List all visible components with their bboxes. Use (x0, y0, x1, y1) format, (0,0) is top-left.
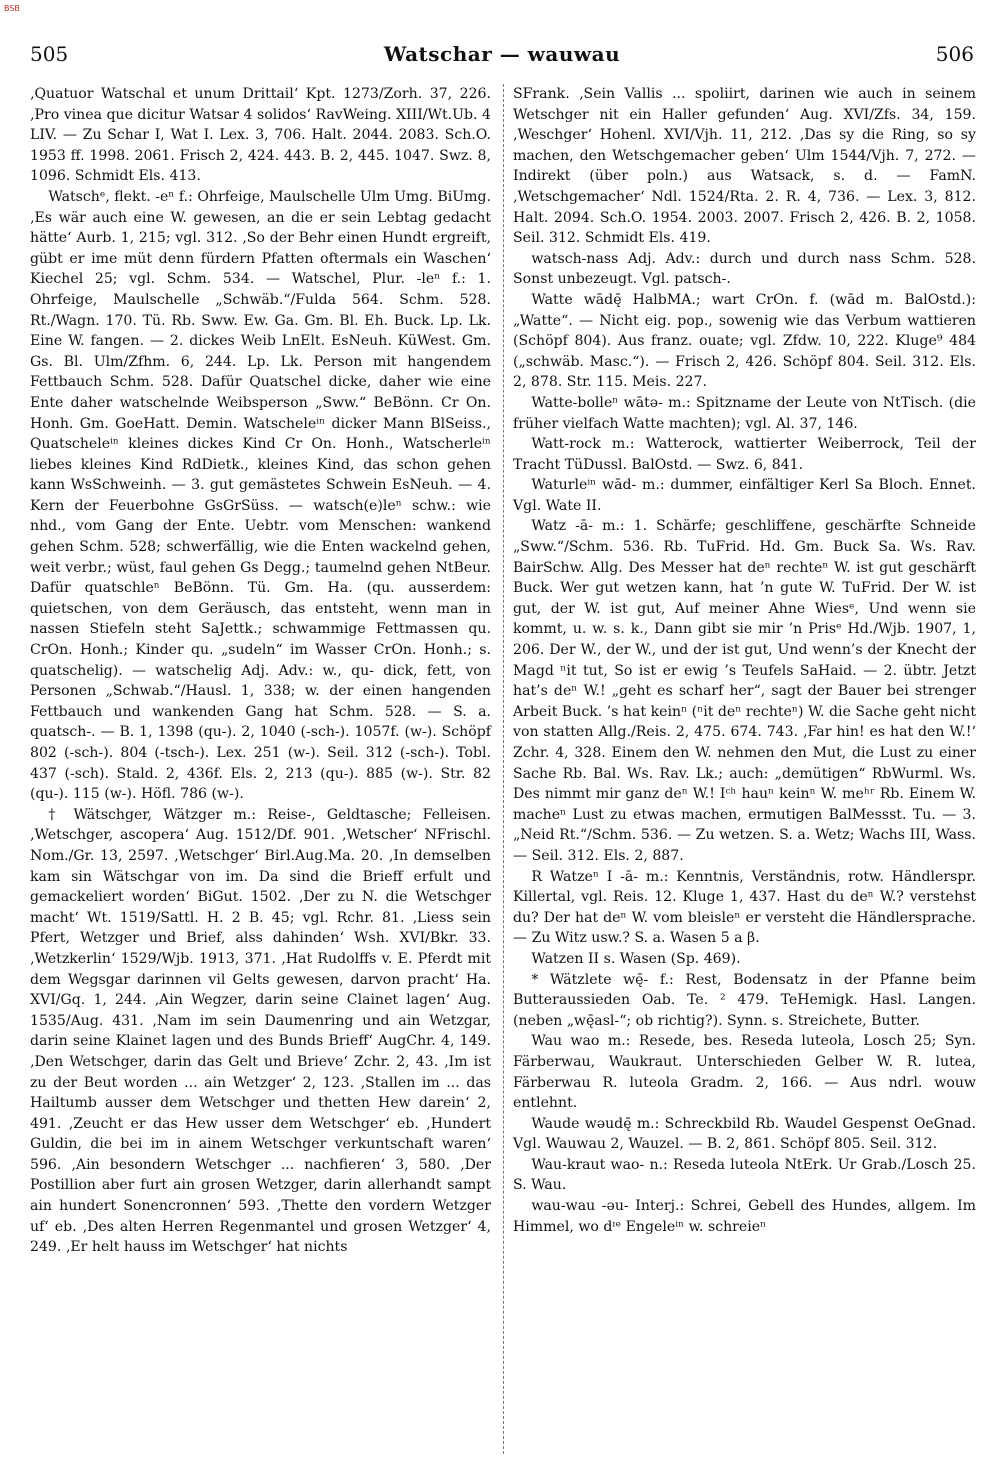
entry-watzen-ii: Watzen II s. Wasen (Sp. 469). (531, 950, 741, 967)
entry-watz: Watz -ā- m.: 1. Schärfe; geschliffene, geschärfte Schneide „Sww.“/Schm. 536. Rb. TuFrid. Hd. Gm. Buck Sa. Ws. Rav. BairSchw. Allg. Des Messer hat deⁿ rechteⁿ W. ist gut geschärft Buck. Wer gut wetzen kann, hat ’n gute W. TuFrid. Der W. ist gut, der W. ist gut, Auf meiner Ahne Wiesᵉ, Und wenn sie kommt, u. w. s. k., Dann gibt sie mir ’n Prisᵉ Hd./Wjb. 1907, 1, 206. Der W., der W., und der ist gut, Und wenn’s der Knecht der Magd ⁿit tut, So ist er ewig ’s Teufels SaHaid. — 2. übtr. Jetzt hat’s deⁿ W.! „geht es scharf her“, sagt der Bauer bei strenger Arbeit Buck. ’s hat keinⁿ (ⁿit deⁿ rechteⁿ) W. die Sache geht nicht von statten Allg./Reis. 2, 475. 674. 743. ‚Far hin! es hat den W.!‘ Zchr. 4, 328. Einem den W. nehmen den Mut, die Lust zu einer Sache Rb. Bal. Ws. Rav. Lk.; auch: „demütigen“ RbWurml. Ws. Des nimmt mir ganz deⁿ W.! Iᶜʰ hauⁿ keinⁿ W. meʰʳ Rb. Einem W. macheⁿ Lust zu etwas machen, ermutigen BalMessst. Tu. — 3. „Neid Rt.“/Schm. 536. — Zu wetzen. S. a. Wetz; Wachs III, Wass. — Seil. 312. Els. 2, 887. (513, 518, 976, 864)
entry-watsche: Watschᵉ, flekt. -eⁿ f.: Ohrfeige, Maulschelle Ulm Umg. BiUmg. ‚Es wär auch eine W. gewesen, an die er sein Lebtag gedacht hätte‘ Aurb. 1, 215; vgl. 312. ‚So der Behr einen Hundt ergreift, gübt er ime müt denn fürdern Pfatten oftermals ein Waschen‘ Kiechel 25; vgl. Schm. 534. — Watschel, Plur. -leⁿ f.: 1. Ohrfeige, Maulschelle „Schwäb.“/Fulda 564. Schm. 528. Rt./Wagn. 170. Tü. Rb. Sww. Ew. Ga. Gm. Bl. Eh. Buck. Lp. Lk. Eine W. fangen. — 2. dickes Weib LnElt. EsNeuh. KüWest. Gm. Gs. Bl. Ulm/Zfhm. 6, 244. Lp. Lk. Person mit hangendem Fettbauch Schm. 528. Dafür Quatschel dicke, daher wie eine Ente daher watschelnde Weibsperson „Sww.“ BeBönn. Cr On. Honh. Gm. GoeHatt. Demin. Watscheleⁱⁿ dicker Mann BlSeiss., Quatscheleⁱⁿ kleines dickes Kind Cr On. Honh., Watscherleⁱⁿ liebes kleines Kind RdDietk., kleines Kind, das schon gehen kann WsSchweinh. — 3. gut gemästetes Schwein EsNeuh. — 4. Kern der Feuerbohne GsGrSüss. — watsch(e)leⁿ schw.: wie nhd., vom Gang der Ente. Uebtr. vom Menschen: wankend gehen Schm. 528; schwerfällig, wie die Enten wackelnd gehen, weit verbr.; wüst, faul gehen Gs Degg.; taumelnd gehen NtBeur. Dafür quatschleⁿ BeBönn. Tü. Gm. Ha. (qu. ausserdem: quietschen, von dem Geräusch, das entsteht, wenn man in nassen Stiefeln steht SaJettk.; schwammige Fettmassen qu. CrOn. Honh.; Kinder qu. „sudeln“ im Wasser CrOn. Honh.; s. quatschelig). — watschelig Adj. Adv.: w., qu- dick, fett, von Personen „Schwab.“/Hausl. 1, 338; w. der einen hangenden Fettbauch und wankenden Gang hat Schm. 528. — S. a. quatsch-. — B. 1, 1398 (qu-). 2, 1040 (-sch-). 1057f. (w-). Schöpf 802 (-sch-). 804 (-tsch-). Lex. 251 (w-). Seil. 312 (-sch-). Tobl. 437 (-sch). Stald. 2, 436f. Els. 2, 213 (qu-). 885 (w-). Str. 82 (qu-). 115 (w-). Höfl. 786 (w-). (30, 188, 491, 803)
column-left (30, 84, 503, 1454)
page-number-left: 505 (30, 42, 69, 66)
page-header (30, 36, 974, 72)
text-columns (30, 84, 976, 1454)
entry-wau: Wau wao m.: Resede, bes. Reseda luteola, Losch 25; Syn. Färberwau, Waukraut. Unterschieden Gelber W. R. lutea, Färberwau R. luteola Gradm. 2, 166. — Aus ndrl. wouw entlehnt. (513, 1033, 976, 1112)
entry-waetzlete: * Wätzlete wę̄- f.: Rest, Bodensatz in der Pfanne beim Butteraussieden Oab. Te. ² 479. TeHemigk. Hasl. Langen. (neben „wę̄asl-“; ob richtig?). Synn. s. Streichete, Butter. (513, 971, 976, 1029)
running-head: Watschar — wauwau (383, 42, 621, 66)
entry-paragraph: ‚Quatuor Watschal et unum Drittail‘ Kpt. 1273/Zorh. 37, 226. ‚Pro vinea que dicitur Watsar 4 solidos‘ RavWeing. XIII/Wt.Ub. 4 LIV. — Zu Schar I, Wat I. Lex. 3, 706. Halt. 2044. 2083. Sch.O. 1953 ff. 1998. 2061. Frisch 2, 424. 443. B. 2, 445. 1047. Swz. 8, 1096. Schmidt Els. 413. (30, 86, 491, 185)
entry-wau-kraut: Wau-kraut wao- n.: Reseda luteola NtErk. Ur Grab./Losch 25. S. Wau. (513, 1156, 976, 1194)
entry-watte-bollen: Watte-bolleⁿ wātə- m.: Spitzname der Leute von NtTisch. (die früher vielfach Watte machten); vgl. Al. 37, 146. (513, 394, 976, 432)
entry-watzen-i: R Watzeⁿ I -ā- m.: Kenntnis, Verständnis, rotw. Händlerspr. Killertal, vgl. Reis. 12. Kluge 1, 437. Hast du deⁿ W.? verstehst du? Der hat deⁿ W. vom bleisleⁿ er versteht die Händlersprache. — Zu Witz usw.? S. a. Wasen 5 a β. (513, 868, 976, 947)
entry-paragraph: SFrank. ‚Sein Vallis ... spoliirt, darinen wie auch in seinem Wetschger nit ein Haller gefunden‘ Aug. XVI/Zfs. 34, 159. ‚Weschger‘ Hohenl. XVI/Vjh. 11, 212. ‚Das sy die Ring, so sy machen, den Wetschgemacher geben‘ Ulm 1544/Vjh. 7, 272. — Indirekt (über poln.) aus Watsack, s. d. — FamN. ‚Wetschgemacher‘ Ndl. 1524/Rta. 2. R. 4, 736. — Lex. 3, 812. Halt. 2094. Sch.O. 1954. 2003. 2007. Frisch 2, 426. B. 2, 1058. Seil. 312. Schmidt Els. 419. (513, 86, 976, 247)
entry-watte: Watte wādę̄ HalbMA.; wart CrOn. f. (wād m. BalOstd.): „Watte“. — Nicht eig. pop., sowenig wie das Verbum wattieren (Schöpf 804). Aus franz. ouate; vgl. Zfdw. 10, 222. Kluge⁹ 484 („schwäb. Masc.“). — Frisch 2, 426. Schöpf 804. Seil. 312. Els. 2, 878. Str. 115. Meis. 227. (513, 291, 976, 391)
entry-waetschger: † Wätschger, Wätzger m.: Reise-, Geldtasche; Felleisen. ‚Wetschger, ascopera‘ Aug. 1512/Df. 901. ‚Wetscher‘ NFrischl. Nom./Gr. 13, 2597. ‚Wetschger‘ Birl.Aug.Ma. 20. ‚In demselben kam sin Wätschgar von im. Da sind die Brieff erfult und gemackeliert worden‘ BiGut. 1502. ‚Der zu N. die Wetschger macht‘ Wt. 1519/Sattl. H. 2 B. 45; vgl. Rchr. 81. ‚Liess sein Pfert, Wetzger und Brief, alss dahinden‘ Wsh. XVI/Bkr. 33. ‚Wetzkerlin‘ 1529/Wjb. 1913, 371. ‚Hat Rudolffs v. E. Pferdt mit dem Wegsgar darinnen vil Gelts gewesen, darvon pracht‘ Ha. XVI/Gq. 1, 244. ‚Ain Wegzer, darin seine Clainet lagen‘ Aug. 1535/Aug. 431. ‚Nam im sein Daumenring und ain Wetzgar, darin seine Klainet lagen und des Bunds Brieff‘ AugChr. 4, 149. ‚Den Wetschger, darin das Gelt und Brieve‘ Zchr. 2, 43. ‚Im ist zu der Beut worden ... ain Wetzger‘ 2, 123. ‚Stallen im ... das Hailtumb ausser dem Wetschger und thetten Hew darein‘ 2, 491. ‚Zeucht er das Hew usser dem Wetschger‘ eb. ‚Hundert Guldin, die bei im in ainem Wetschger verkuntschaft waren‘ 596. ‚Ain besondern Wetschger ... nachfieren‘ 3, 580. ‚Der Postillion aber furt ain grosen Wetzger, darin allerhandt sampt ain hundert Sonencronnen‘ 593. ‚Thette den vordern Wetzger uf‘ eb. ‚Des alten Herren Regenmantel und grosen Wetzger‘ 4, 249. ‚Er helt hauss im Wetschger‘ hat nichts (30, 806, 491, 1256)
entry-waude: Waude wəudę̄ m.: Schreckbild Rb. Waudel Gespenst OeGnad. Vgl. Wauwau 2, Wauzel. — B. 2, 861. Schöpf 805. Seil. 312. (513, 1115, 976, 1153)
column-right (503, 84, 976, 1454)
entry-wau-wau: wau-wau -əu- Interj.: Schrei, Gebell des Hundes, allgem. Im Himmel, wo dᶦᵉ Engeleⁱⁿ w. schreieⁿ (513, 1198, 976, 1235)
entry-watsch-nass: watsch-nass Adj. Adv.: durch und durch nass Schm. 528. Sonst unbezeugt. Vgl. patsch-. (513, 250, 976, 288)
entry-watt-rock: Watt-rock m.: Watterock, wattierter Weiberrock, Teil der Tracht TüDussl. BalOstd. — Swz. 6, 841. (513, 436, 976, 473)
library-stamp: BSB (4, 4, 20, 13)
entry-waturlein: Waturleⁱⁿ wād- m.: dummer, einfältiger Kerl Sa Bloch. Ennet. Vgl. Wate II. (513, 477, 976, 514)
page-number-right: 506 (935, 42, 974, 66)
